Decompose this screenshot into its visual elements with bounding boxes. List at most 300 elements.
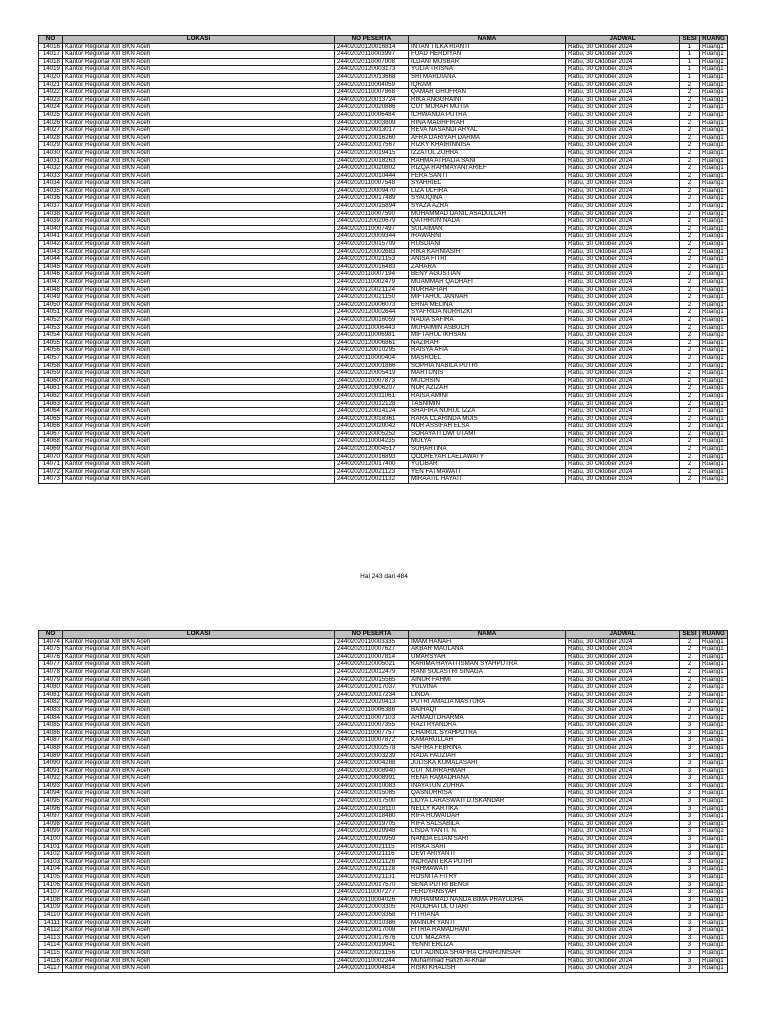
- cell-no-peserta: 24402020110006443: [335, 324, 409, 332]
- table-row: [39, 476, 728, 484]
- cell-nama: SYAZA AZRA: [409, 203, 566, 211]
- cell-jadwal: Rabu, 30 Oktober 2024: [566, 653, 680, 661]
- cell-lokasi: Kantor Regional XIII BKN Aceh: [63, 461, 335, 469]
- cell-jadwal: Rabu, 30 Oktober 2024: [566, 646, 680, 654]
- cell-no-peserta: 24402020120018480: [335, 813, 409, 821]
- cell-no: 14095: [39, 798, 63, 806]
- cell-lokasi: Kantor Regional XIII BKN Aceh: [63, 836, 335, 844]
- cell-sesi: 3: [680, 775, 700, 783]
- cell-sesi: 3: [680, 805, 700, 813]
- cell-no: 14091: [39, 767, 63, 775]
- cell-no-peserta: 24402020120015565: [335, 676, 409, 684]
- header-ruang: RUANG: [700, 631, 728, 639]
- cell-no-peserta: 24402020120018263: [335, 157, 409, 165]
- cell-no-peserta: 24402020110003997: [335, 51, 409, 59]
- cell-no: 14040: [39, 225, 63, 233]
- cell-nama: RARA CLARINDA MUIS: [409, 415, 566, 423]
- table-row: [39, 668, 728, 676]
- cell-jadwal: Rabu, 30 Oktober 2024: [566, 782, 680, 790]
- cell-nama: QATHRUN NADA: [409, 218, 566, 226]
- cell-no-peserta: 24402020120001866: [335, 362, 409, 370]
- cell-no: 14089: [39, 752, 63, 760]
- cell-jadwal: Rabu, 30 Oktober 2024: [566, 775, 680, 783]
- cell-no: 14059: [39, 370, 63, 378]
- table-row: [39, 218, 728, 226]
- table-row: [39, 691, 728, 699]
- cell-jadwal: Rabu, 30 Oktober 2024: [566, 180, 680, 188]
- cell-nama: INDRIANI EKA PUTRI: [409, 858, 566, 866]
- cell-no: 14116: [39, 957, 63, 965]
- cell-nama: BAIHAQI: [409, 706, 566, 714]
- table-row: [39, 676, 728, 684]
- cell-no-peserta: 24402020120016814: [335, 43, 409, 51]
- cell-sesi: 2: [680, 241, 700, 249]
- table-row: [39, 127, 728, 135]
- header-no: NO: [39, 36, 63, 44]
- cell-no: 14094: [39, 790, 63, 798]
- cell-nama: SENA PUTRI BENGI: [409, 881, 566, 889]
- cell-ruang: Ruang1: [700, 438, 728, 446]
- cell-lokasi: Kantor Regional XIII BKN Aceh: [63, 119, 335, 127]
- cell-lokasi: Kantor Regional XIII BKN Aceh: [63, 843, 335, 851]
- cell-no: 14030: [39, 149, 63, 157]
- cell-ruang: Ruang1: [700, 127, 728, 135]
- cell-ruang: Ruang1: [700, 370, 728, 378]
- cell-sesi: 2: [680, 187, 700, 195]
- cell-ruang: Ruang1: [700, 813, 728, 821]
- cell-sesi: 3: [680, 752, 700, 760]
- cell-jadwal: Rabu, 30 Oktober 2024: [566, 187, 680, 195]
- cell-no-peserta: 24402020110003335: [335, 638, 409, 646]
- cell-sesi: 2: [680, 157, 700, 165]
- cell-no-peserta: 24402020120016893: [335, 453, 409, 461]
- table-row: [39, 661, 728, 669]
- cell-no: 14055: [39, 339, 63, 347]
- cell-no-peserta: 24402020120005419: [335, 370, 409, 378]
- cell-ruang: Ruang1: [700, 828, 728, 836]
- cell-no: 14043: [39, 248, 63, 256]
- cell-no-peserta: 24402020110007008: [335, 58, 409, 66]
- cell-sesi: 2: [680, 638, 700, 646]
- table-row: [39, 225, 728, 233]
- cell-nama: SHAFIRA NURUL IZZA: [409, 408, 566, 416]
- cell-no: 14099: [39, 828, 63, 836]
- cell-no-peserta: 24402020120003173: [335, 66, 409, 74]
- table-row: [39, 408, 728, 416]
- cell-no: 14113: [39, 934, 63, 942]
- cell-nama: MIRAATIL HAYATI: [409, 476, 566, 484]
- cell-no: 14101: [39, 843, 63, 851]
- cell-no: 14064: [39, 408, 63, 416]
- cell-lokasi: Kantor Regional XIII BKN Aceh: [63, 111, 335, 119]
- table-row: [39, 362, 728, 370]
- cell-nama: Muhammad Hafizh Al-Khair: [409, 957, 566, 965]
- cell-ruang: Ruang1: [700, 210, 728, 218]
- cell-lokasi: Kantor Regional XIII BKN Aceh: [63, 446, 335, 454]
- cell-no-peserta: 24402020120021153: [335, 256, 409, 264]
- cell-ruang: Ruang1: [700, 661, 728, 669]
- cell-ruang: Ruang1: [700, 286, 728, 294]
- cell-no: 14023: [39, 96, 63, 104]
- table-row: [39, 142, 728, 150]
- cell-ruang: Ruang1: [700, 142, 728, 150]
- cell-sesi: 2: [680, 430, 700, 438]
- cell-nama: MIFTAHUL IKHSAN: [409, 332, 566, 340]
- cell-nama: ROSNITA FITRY: [409, 874, 566, 882]
- cell-ruang: Ruang1: [700, 805, 728, 813]
- cell-no: 14076: [39, 653, 63, 661]
- cell-ruang: Ruang1: [700, 782, 728, 790]
- cell-no-peserta: 24402020110007548: [335, 180, 409, 188]
- cell-lokasi: Kantor Regional XIII BKN Aceh: [63, 889, 335, 897]
- cell-jadwal: Rabu, 30 Oktober 2024: [566, 165, 680, 173]
- cell-no: 14100: [39, 836, 63, 844]
- cell-nama: RENA RAMADHANA: [409, 775, 566, 783]
- cell-lokasi: Kantor Regional XIII BKN Aceh: [63, 157, 335, 165]
- cell-sesi: 3: [680, 949, 700, 957]
- cell-no-peserta: 24402020120003358: [335, 911, 409, 919]
- cell-jadwal: Rabu, 30 Oktober 2024: [566, 111, 680, 119]
- table-row: [39, 699, 728, 707]
- cell-ruang: Ruang1: [700, 949, 728, 957]
- cell-lokasi: Kantor Regional XIII BKN Aceh: [63, 699, 335, 707]
- cell-jadwal: Rabu, 30 Oktober 2024: [566, 89, 680, 97]
- cell-sesi: 2: [680, 279, 700, 287]
- cell-ruang: Ruang1: [700, 324, 728, 332]
- cell-ruang: Ruang1: [700, 461, 728, 469]
- cell-jadwal: Rabu, 30 Oktober 2024: [566, 294, 680, 302]
- cell-lokasi: Kantor Regional XIII BKN Aceh: [63, 294, 335, 302]
- cell-lokasi: Kantor Regional XIII BKN Aceh: [63, 301, 335, 309]
- cell-ruang: Ruang1: [700, 279, 728, 287]
- cell-lokasi: Kantor Regional XIII BKN Aceh: [63, 737, 335, 745]
- cell-sesi: 2: [680, 332, 700, 340]
- table-row: [39, 843, 728, 851]
- cell-no-peserta: 24402020120002578: [335, 744, 409, 752]
- cell-ruang: Ruang1: [700, 836, 728, 844]
- cell-lokasi: Kantor Regional XIII BKN Aceh: [63, 225, 335, 233]
- table-row: [39, 874, 728, 882]
- cell-ruang: Ruang1: [700, 430, 728, 438]
- cell-no-peserta: 24402020120004288: [335, 760, 409, 768]
- table-row: [39, 942, 728, 950]
- cell-jadwal: Rabu, 30 Oktober 2024: [566, 377, 680, 385]
- cell-no-peserta: 24402020120006861: [335, 339, 409, 347]
- cell-no-peserta: 24402020120016260: [335, 134, 409, 142]
- cell-nama: LIDYA LARASWATI D.ISKANDAR: [409, 798, 566, 806]
- cell-no: 14088: [39, 744, 63, 752]
- cell-jadwal: Rabu, 30 Oktober 2024: [566, 889, 680, 897]
- cell-jadwal: Rabu, 30 Oktober 2024: [566, 805, 680, 813]
- table-row: [39, 324, 728, 332]
- cell-sesi: 2: [680, 301, 700, 309]
- cell-no: 14031: [39, 157, 63, 165]
- cell-nama: FERA SANTI: [409, 172, 566, 180]
- cell-no-peserta: 24402020120021128: [335, 866, 409, 874]
- cell-nama: INTAN TILKA RIANTI: [409, 43, 566, 51]
- table-row: [39, 385, 728, 393]
- cell-sesi: 2: [680, 149, 700, 157]
- cell-no: 14028: [39, 134, 63, 142]
- cell-ruang: Ruang1: [700, 965, 728, 973]
- cell-ruang: Ruang1: [700, 134, 728, 142]
- cell-sesi: 3: [680, 851, 700, 859]
- cell-ruang: Ruang1: [700, 233, 728, 241]
- cell-lokasi: Kantor Regional XIII BKN Aceh: [63, 81, 335, 89]
- cell-no: 14060: [39, 377, 63, 385]
- cell-nama: RANI SULASTRI SINAGA: [409, 668, 566, 676]
- cell-jadwal: Rabu, 30 Oktober 2024: [566, 392, 680, 400]
- cell-ruang: Ruang1: [700, 942, 728, 950]
- cell-no-peserta: 24402020110007277: [335, 889, 409, 897]
- table-row: [39, 58, 728, 66]
- cell-sesi: 2: [680, 195, 700, 203]
- cell-nama: MUCHSIN: [409, 377, 566, 385]
- cell-nama: CUT MURAH MUTIA: [409, 104, 566, 112]
- cell-jadwal: Rabu, 30 Oktober 2024: [566, 438, 680, 446]
- cell-ruang: Ruang1: [700, 263, 728, 271]
- cell-jadwal: Rabu, 30 Oktober 2024: [566, 286, 680, 294]
- cell-no-peserta: 24402020110006484: [335, 111, 409, 119]
- cell-sesi: 2: [680, 362, 700, 370]
- cell-no: 14083: [39, 706, 63, 714]
- cell-no: 14027: [39, 127, 63, 135]
- header-lokasi: LOKASI: [63, 36, 335, 44]
- cell-no: 14096: [39, 805, 63, 813]
- cell-ruang: Ruang1: [700, 89, 728, 97]
- cell-jadwal: Rabu, 30 Oktober 2024: [566, 722, 680, 730]
- cell-no-peserta: 24402020120019941: [335, 942, 409, 950]
- cell-nama: IZZATUL ZUHRA: [409, 149, 566, 157]
- cell-no-peserta: 24402020120010386: [335, 919, 409, 927]
- cell-no: 14026: [39, 119, 63, 127]
- cell-nama: ILDANI MUSBAR: [409, 58, 566, 66]
- cell-jadwal: Rabu, 30 Oktober 2024: [566, 241, 680, 249]
- cell-ruang: Ruang1: [700, 843, 728, 851]
- table-row: [39, 866, 728, 874]
- cell-sesi: 3: [680, 919, 700, 927]
- cell-nama: SYAUQINA: [409, 195, 566, 203]
- cell-no: 14020: [39, 73, 63, 81]
- cell-sesi: 2: [680, 203, 700, 211]
- cell-sesi: 2: [680, 668, 700, 676]
- cell-sesi: 2: [680, 438, 700, 446]
- cell-nama: TASNIMIN: [409, 400, 566, 408]
- cell-ruang: Ruang1: [700, 874, 728, 882]
- cell-jadwal: Rabu, 30 Oktober 2024: [566, 233, 680, 241]
- cell-ruang: Ruang1: [700, 737, 728, 745]
- cell-no-peserta: 24402020120013668: [335, 73, 409, 81]
- table-row: [39, 760, 728, 768]
- cell-jadwal: Rabu, 30 Oktober 2024: [566, 866, 680, 874]
- cell-no: 14057: [39, 354, 63, 362]
- cell-nama: NELLY KARTIKA: [409, 805, 566, 813]
- cell-ruang: Ruang1: [700, 157, 728, 165]
- cell-lokasi: Kantor Regional XIII BKN Aceh: [63, 919, 335, 927]
- cell-no-peserta: 24402020120009344: [335, 233, 409, 241]
- header-sesi: SESI: [680, 36, 700, 44]
- table-row: [39, 468, 728, 476]
- cell-no: 14090: [39, 760, 63, 768]
- cell-lokasi: Kantor Regional XIII BKN Aceh: [63, 661, 335, 669]
- cell-sesi: 2: [680, 347, 700, 355]
- cell-jadwal: Rabu, 30 Oktober 2024: [566, 874, 680, 882]
- table-row: [39, 96, 728, 104]
- cell-no: 14070: [39, 453, 63, 461]
- cell-sesi: 3: [680, 836, 700, 844]
- document-page-244: [0, 590, 768, 1024]
- cell-no-peserta: 24402020110000404: [335, 354, 409, 362]
- cell-jadwal: Rabu, 30 Oktober 2024: [566, 362, 680, 370]
- cell-lokasi: Kantor Regional XIII BKN Aceh: [63, 385, 335, 393]
- cell-ruang: Ruang1: [700, 408, 728, 416]
- cell-no: 14068: [39, 438, 63, 446]
- cell-jadwal: Rabu, 30 Oktober 2024: [566, 127, 680, 135]
- table-row: [39, 309, 728, 317]
- cell-nama: MUHAMMAD DANIL ASADULLAH: [409, 210, 566, 218]
- table-row: [39, 881, 728, 889]
- cell-no: 14039: [39, 218, 63, 226]
- cell-jadwal: Rabu, 30 Oktober 2024: [566, 263, 680, 271]
- cell-jadwal: Rabu, 30 Oktober 2024: [566, 301, 680, 309]
- cell-jadwal: Rabu, 30 Oktober 2024: [566, 446, 680, 454]
- cell-no-peserta: 24402020120009470: [335, 187, 409, 195]
- cell-ruang: Ruang1: [700, 271, 728, 279]
- cell-lokasi: Kantor Regional XIII BKN Aceh: [63, 752, 335, 760]
- cell-jadwal: Rabu, 30 Oktober 2024: [566, 843, 680, 851]
- cell-ruang: Ruang1: [700, 858, 728, 866]
- cell-nama: LINDA: [409, 691, 566, 699]
- cell-jadwal: Rabu, 30 Oktober 2024: [566, 661, 680, 669]
- cell-sesi: 2: [680, 354, 700, 362]
- cell-ruang: Ruang1: [700, 119, 728, 127]
- cell-lokasi: Kantor Regional XIII BKN Aceh: [63, 874, 335, 882]
- cell-no-peserta: 24402020120010295: [335, 347, 409, 355]
- cell-no-peserta: 24402020120005252: [335, 430, 409, 438]
- cell-no: 14053: [39, 324, 63, 332]
- cell-lokasi: Kantor Regional XIII BKN Aceh: [63, 453, 335, 461]
- cell-ruang: Ruang1: [700, 790, 728, 798]
- cell-ruang: Ruang1: [700, 446, 728, 454]
- cell-no-peserta: 24402020110004059: [335, 81, 409, 89]
- cell-no: 14018: [39, 58, 63, 66]
- table-row: [39, 775, 728, 783]
- cell-no-peserta: 24402020120015894: [335, 203, 409, 211]
- cell-ruang: Ruang1: [700, 218, 728, 226]
- header-ruang: RUANG: [700, 36, 728, 44]
- cell-jadwal: Rabu, 30 Oktober 2024: [566, 706, 680, 714]
- table-row: [39, 203, 728, 211]
- cell-ruang: Ruang1: [700, 691, 728, 699]
- cell-jadwal: Rabu, 30 Oktober 2024: [566, 385, 680, 393]
- cell-no: 14022: [39, 89, 63, 97]
- cell-sesi: 1: [680, 66, 700, 74]
- cell-ruang: Ruang1: [700, 881, 728, 889]
- cell-lokasi: Kantor Regional XIII BKN Aceh: [63, 790, 335, 798]
- cell-jadwal: Rabu, 30 Oktober 2024: [566, 957, 680, 965]
- cell-no-peserta: 24402020120020886: [335, 104, 409, 112]
- cell-nama: NUR ASSIFAH ELSA: [409, 423, 566, 431]
- cell-nama: AHMADI DHARMA: [409, 714, 566, 722]
- cell-jadwal: Rabu, 30 Oktober 2024: [566, 430, 680, 438]
- cell-sesi: 2: [680, 392, 700, 400]
- cell-lokasi: Kantor Regional XIII BKN Aceh: [63, 347, 335, 355]
- cell-no-peserta: 24402020110007194: [335, 271, 409, 279]
- cell-ruang: Ruang1: [700, 294, 728, 302]
- cell-lokasi: Kantor Regional XIII BKN Aceh: [63, 767, 335, 775]
- cell-sesi: 2: [680, 165, 700, 173]
- cell-ruang: Ruang1: [700, 187, 728, 195]
- cell-jadwal: Rabu, 30 Oktober 2024: [566, 858, 680, 866]
- cell-nama: RIKA ANGGRAINI: [409, 96, 566, 104]
- table-row: [39, 294, 728, 302]
- cell-ruang: Ruang1: [700, 43, 728, 51]
- cell-lokasi: Kantor Regional XIII BKN Aceh: [63, 43, 335, 51]
- cell-jadwal: Rabu, 30 Oktober 2024: [566, 942, 680, 950]
- cell-no-peserta: 24402020120020042: [335, 423, 409, 431]
- cell-ruang: Ruang1: [700, 668, 728, 676]
- cell-lokasi: Kantor Regional XIII BKN Aceh: [63, 165, 335, 173]
- cell-nama: FITRIANA: [409, 911, 566, 919]
- cell-no-peserta: 24402020120021124: [335, 286, 409, 294]
- cell-jadwal: Rabu, 30 Oktober 2024: [566, 332, 680, 340]
- header-jadwal: JADWAL: [566, 36, 680, 44]
- cell-no: 14062: [39, 392, 63, 400]
- cell-no-peserta: 24402020110004026: [335, 896, 409, 904]
- cell-nama: FITRIA RAMADHANI: [409, 927, 566, 935]
- cell-no-peserta: 24402020120021116: [335, 851, 409, 859]
- cell-ruang: Ruang1: [700, 180, 728, 188]
- table-row: [39, 400, 728, 408]
- cell-ruang: Ruang1: [700, 149, 728, 157]
- cell-no-peserta: 24402020120005021: [335, 661, 409, 669]
- cell-lokasi: Kantor Regional XIII BKN Aceh: [63, 309, 335, 317]
- cell-jadwal: Rabu, 30 Oktober 2024: [566, 73, 680, 81]
- cell-lokasi: Kantor Regional XIII BKN Aceh: [63, 820, 335, 828]
- cell-no-peserta: 24402020120004517: [335, 446, 409, 454]
- cell-sesi: 2: [680, 271, 700, 279]
- cell-nama: RIKA KARNIASIH: [409, 248, 566, 256]
- cell-ruang: Ruang1: [700, 866, 728, 874]
- cell-jadwal: Rabu, 30 Oktober 2024: [566, 453, 680, 461]
- cell-nama: MULYA: [409, 438, 566, 446]
- cell-lokasi: Kantor Regional XIII BKN Aceh: [63, 256, 335, 264]
- cell-jadwal: Rabu, 30 Oktober 2024: [566, 210, 680, 218]
- cell-no-peserta: 24402020120020948: [335, 828, 409, 836]
- cell-nama: SULAIMAN: [409, 225, 566, 233]
- cell-sesi: 3: [680, 843, 700, 851]
- table-row: [39, 354, 728, 362]
- table-row: [39, 782, 728, 790]
- table-row: [39, 438, 728, 446]
- cell-ruang: Ruang1: [700, 248, 728, 256]
- cell-ruang: Ruang1: [700, 934, 728, 942]
- cell-ruang: Ruang1: [700, 714, 728, 722]
- cell-jadwal: Rabu, 30 Oktober 2024: [566, 691, 680, 699]
- table-row: [39, 949, 728, 957]
- cell-ruang: Ruang1: [700, 468, 728, 476]
- cell-ruang: Ruang1: [700, 646, 728, 654]
- cell-sesi: 2: [680, 476, 700, 484]
- table-row: [39, 828, 728, 836]
- cell-sesi: 2: [680, 377, 700, 385]
- cell-sesi: 2: [680, 661, 700, 669]
- table-row: [39, 248, 728, 256]
- cell-no-peserta: 24402020110006386: [335, 706, 409, 714]
- cell-jadwal: Rabu, 30 Oktober 2024: [566, 919, 680, 927]
- cell-lokasi: Kantor Regional XIII BKN Aceh: [63, 279, 335, 287]
- cell-sesi: 3: [680, 760, 700, 768]
